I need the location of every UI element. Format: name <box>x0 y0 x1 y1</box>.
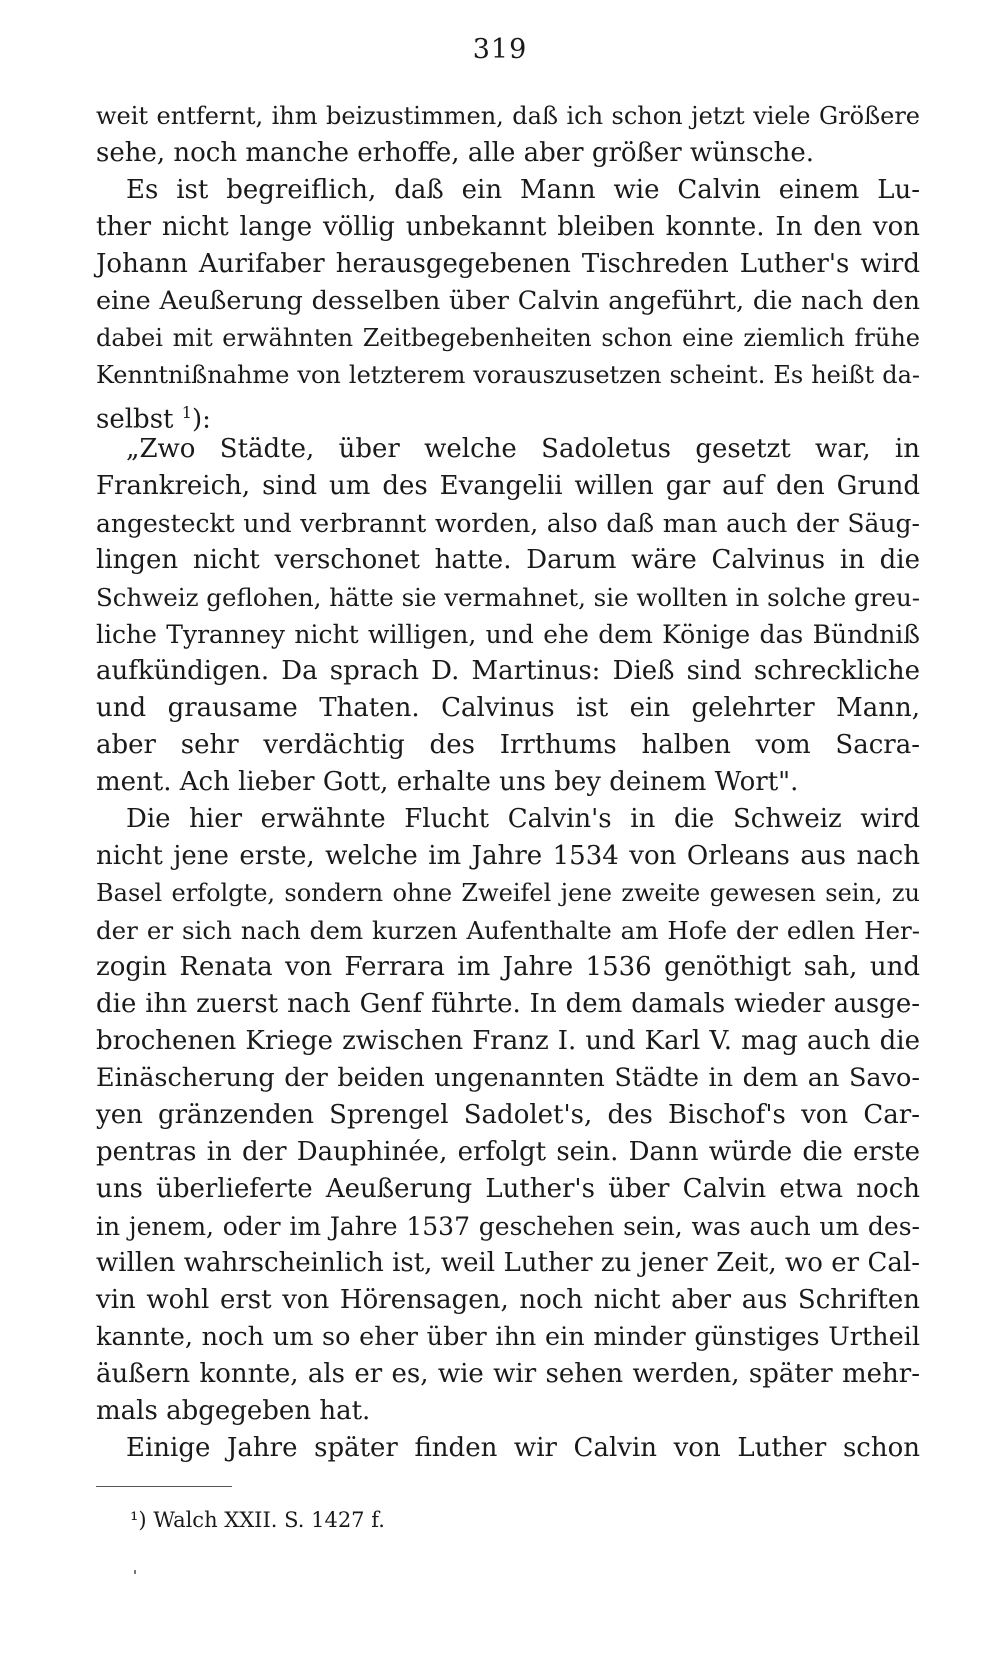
text-line: aufkündigen. Da sprach D. Martinus: Dieß sind schreckliche <box>96 656 920 686</box>
paragraph <box>96 1430 920 1467</box>
text-line <box>96 394 920 435</box>
text-line: uns überlieferte Aeußerung Luther's über Calvin etwa noch <box>96 1174 920 1204</box>
text-line: willen wahrscheinlich ist, weil Luther zu jener Zeit, wo er Cal- <box>96 1248 920 1278</box>
body-text <box>96 98 920 1467</box>
text-line: und grausame Thaten. Calvinus ist ein gelehrter Mann, <box>96 693 920 723</box>
scan-speck <box>134 1570 136 1574</box>
text-line: Johann Aurifaber herausgegebenen Tischreden Luther's wird <box>96 249 920 279</box>
text-line: Einäscherung der beiden ungenannten Städte in dem an Savo- <box>96 1063 920 1093</box>
text-line: liche Tyranney nicht willigen, und ehe dem Könige das Bündniß <box>96 620 920 649</box>
text-line: brochenen Kriege zwischen Franz I. und Karl V. mag auch die <box>96 1026 920 1056</box>
footnote-separator <box>96 1486 232 1487</box>
quotation <box>96 431 920 801</box>
text-line: äußern konnte, als er es, wie wir sehen werden, später mehr- <box>96 1359 920 1389</box>
text-line: Schweiz geflohen, hätte sie vermahnet, sie wollten in solche greu- <box>96 583 920 612</box>
text-line: Einige Jahre später finden wir Calvin von Luther schon <box>126 1433 920 1463</box>
paragraph <box>96 98 920 172</box>
text-fragment: selbst <box>96 404 174 435</box>
text-line: mals abgegeben hat. <box>96 1396 371 1426</box>
text-line: zogin Renata von Ferrara im Jahre 1536 genöthigt sah, und <box>96 952 920 982</box>
text-line: dabei mit erwähnten Zeitbegebenheiten schon eine ziemlich frühe <box>96 324 920 352</box>
paragraph <box>96 801 920 1430</box>
text-line: eine Aeußerung desselben über Calvin angeführt, die nach den <box>96 286 920 316</box>
text-line: ther nicht lange völlig unbekannt bleiben konnte. In den von <box>96 212 920 242</box>
footnote-text: Walch XXII. S. 1427 f. <box>153 1508 385 1532</box>
text-line: kannte, noch um so eher über ihn ein minder günstiges Urtheil <box>96 1322 920 1352</box>
text-line: „Zwo Städte, über welche Sadoletus gesetzt war, in <box>126 434 920 464</box>
text-line: der er sich nach dem kurzen Aufenthalte am Hofe der edlen Her- <box>96 916 920 945</box>
text-line: die ihn zuerst nach Genf führte. In dem damals wieder ausge- <box>96 989 920 1019</box>
text-line: weit entfernt, ihm beizustimmen, daß ich schon jetzt viele Größere <box>96 102 920 130</box>
text-line: in jenem, oder im Jahre 1537 geschehen sein, was auch um des- <box>96 1212 920 1241</box>
footnote-marker: ¹) <box>130 1508 147 1532</box>
footnote-reference[interactable]: 1 <box>181 403 192 422</box>
text-line: sehe, noch manche erhoffe, alle aber größer wünsche. <box>96 138 815 168</box>
text-line: lingen nicht verschonet hatte. Darum wäre Calvinus in die <box>96 545 920 575</box>
text-fragment: ): <box>191 404 211 435</box>
text-line: nicht jene erste, welche im Jahre 1534 von Orleans aus nach <box>96 841 920 871</box>
text-line: Es ist begreiflich, daß ein Mann wie Calvin einem Lu- <box>126 175 920 205</box>
text-line: Kenntnißnahme von letzterem vorauszusetzen scheint. Es heißt da- <box>96 361 920 389</box>
text-line: ment. Ach lieber Gott, erhalte uns bey deinem Wort". <box>96 767 799 797</box>
text-line: Die hier erwähnte Flucht Calvin's in die Schweiz wird <box>126 804 920 834</box>
text-line: vin wohl erst von Hörensagen, noch nicht aber aus Schriften <box>96 1285 920 1315</box>
paragraph <box>96 172 920 435</box>
text-line: angesteckt und verbrannt worden, also daß man auch der Säug- <box>96 509 920 538</box>
page-number: 319 <box>472 34 528 65</box>
footnote <box>130 1508 385 1532</box>
text-line: yen gränzenden Sprengel Sadolet's, des Bischof's von Car- <box>96 1100 920 1130</box>
text-line: Basel erfolgte, sondern ohne Zweifel jene zweite gewesen sein, zu <box>96 879 920 907</box>
text-line: Frankreich, sind um des Evangelii willen gar auf den Grund <box>96 471 920 501</box>
text-line: aber sehr verdächtig des Irrthums halben vom Sacra- <box>96 730 920 760</box>
text-line: pentras in der Dauphinée, erfolgt sein. Dann würde die erste <box>96 1137 920 1167</box>
